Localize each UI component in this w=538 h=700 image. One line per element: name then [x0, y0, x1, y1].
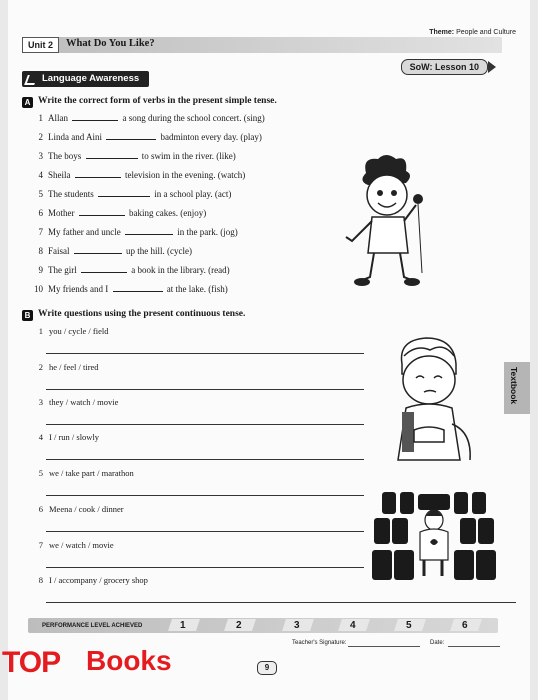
teacher-signature-label: Teacher's Signature: — [292, 640, 347, 646]
item-rest: to swim in the river. (like) — [141, 151, 236, 161]
tired-boy-illustration — [386, 334, 476, 464]
exercise-a-item — [32, 188, 231, 199]
level-3[interactable]: 3 — [294, 620, 300, 631]
item-subject: The boys — [48, 151, 82, 161]
answer-blank[interactable] — [98, 188, 150, 197]
item-number: 7 — [38, 227, 43, 237]
item-number: 8 — [38, 575, 43, 585]
cinema-seats-illustration — [372, 490, 496, 586]
section-a-badge: A — [22, 97, 33, 108]
answer-blank[interactable] — [72, 112, 118, 121]
item-number: 5 — [38, 189, 43, 199]
item-number: 2 — [38, 132, 43, 142]
level-4[interactable]: 4 — [350, 620, 356, 631]
theme-label: Theme: — [429, 29, 455, 36]
item-rest: a song during the school concert. (sing) — [122, 113, 265, 123]
answer-line[interactable] — [46, 424, 364, 425]
item-subject: The students — [48, 189, 94, 199]
section-a-instruction: Write the correct form of verbs in the present simple tense. — [38, 96, 277, 106]
exercise-b-item — [32, 504, 124, 514]
boy-singing-illustration — [334, 153, 438, 289]
answer-line[interactable] — [46, 459, 364, 460]
item-prompt: we / take part / marathon — [49, 468, 134, 478]
item-number: 6 — [38, 208, 43, 218]
answer-blank[interactable] — [86, 150, 138, 159]
item-rest: up the hill. (cycle) — [126, 246, 192, 256]
exercise-b-item — [32, 468, 134, 478]
item-subject: Linda and Aini — [48, 132, 102, 142]
item-number: 8 — [38, 246, 43, 256]
item-number: 3 — [38, 151, 43, 161]
worksheet-page — [8, 0, 530, 700]
exercise-a-item — [32, 283, 228, 294]
item-prompt: I / accompany / grocery shop — [49, 575, 148, 585]
item-subject: The girl — [48, 265, 77, 275]
item-number: 6 — [38, 504, 43, 514]
exercise-b-item — [32, 540, 114, 550]
item-rest: in the park. (jog) — [177, 227, 238, 237]
performance-level-bar — [28, 616, 504, 636]
item-rest: badminton every day. (play) — [160, 132, 262, 142]
item-number: 3 — [38, 397, 43, 407]
item-prompt: we / watch / movie — [49, 540, 114, 550]
item-number: 2 — [38, 362, 43, 372]
item-number: 4 — [38, 170, 43, 180]
item-subject: My friends and I — [48, 284, 109, 294]
exercise-a-item — [32, 150, 236, 161]
item-number: 4 — [38, 432, 43, 442]
exercise-b-item — [32, 432, 99, 442]
section-b-badge: B — [22, 310, 33, 321]
item-subject: Allan — [48, 113, 68, 123]
section-b-instruction: Write questions using the present continuous tense. — [38, 309, 246, 319]
answer-line[interactable] — [46, 389, 364, 390]
answer-blank[interactable] — [75, 169, 121, 178]
level-5[interactable]: 5 — [406, 620, 412, 631]
level-6[interactable]: 6 — [462, 620, 468, 631]
item-prompt: they / watch / movie — [49, 397, 119, 407]
sow-lesson-badge: SoW: Lesson 10 — [401, 59, 488, 75]
theme-header — [429, 29, 516, 36]
textbook-side-tab[interactable] — [504, 362, 530, 414]
exercise-a-item — [32, 245, 192, 256]
exercise-b-item — [32, 362, 99, 372]
item-subject: Sheila — [48, 170, 71, 180]
item-subject: Mother — [48, 208, 75, 218]
exercise-a-item — [32, 264, 230, 275]
item-rest: baking cakes. (enjoy) — [129, 208, 207, 218]
theme-value: People and Culture — [456, 29, 516, 36]
section-tag: Language Awareness — [22, 71, 149, 87]
answer-line[interactable] — [46, 531, 364, 532]
answer-blank[interactable] — [74, 245, 122, 254]
answer-blank[interactable] — [125, 226, 173, 235]
exercise-a-item — [32, 169, 245, 180]
answer-line[interactable] — [46, 602, 516, 603]
item-prompt: Meena / cook / dinner — [49, 504, 124, 514]
answer-blank[interactable] — [113, 283, 163, 292]
item-rest: a book in the library. (read) — [131, 265, 230, 275]
performance-label: PERFORMANCE LEVEL ACHIEVED — [42, 623, 143, 629]
answer-blank[interactable] — [79, 207, 125, 216]
item-prompt: he / feel / tired — [49, 362, 99, 372]
item-rest: television in the evening. (watch) — [125, 170, 246, 180]
level-1[interactable]: 1 — [180, 620, 186, 631]
item-prompt: you / cycle / field — [49, 326, 109, 336]
answer-blank[interactable] — [81, 264, 127, 273]
answer-line[interactable] — [46, 353, 364, 354]
date-label: Date: — [430, 640, 445, 646]
item-number: 1 — [38, 326, 43, 336]
item-rest: at the lake. (fish) — [166, 284, 228, 294]
topbooks-logo-top: TOP — [2, 646, 61, 679]
item-subject: Faisal — [48, 246, 70, 256]
unit-title: What Do You Like? — [66, 38, 155, 49]
item-rest: in a school play. (act) — [154, 189, 232, 199]
item-number: 1 — [38, 113, 43, 123]
exercise-a-item — [32, 226, 238, 237]
item-prompt: I / run / slowly — [49, 432, 100, 442]
level-2[interactable]: 2 — [236, 620, 242, 631]
date-line[interactable] — [448, 646, 500, 647]
item-number: 5 — [38, 468, 43, 478]
topbooks-logo-books: Books — [86, 645, 172, 676]
exercise-b-item — [32, 397, 118, 407]
item-number: 10 — [34, 284, 43, 294]
item-subject: My father and uncle — [48, 227, 121, 237]
exercise-b-item — [32, 575, 148, 585]
answer-line[interactable] — [46, 495, 364, 496]
item-number: 7 — [38, 540, 43, 550]
unit-number: Unit 2 — [22, 37, 59, 53]
page-number: 9 — [257, 661, 277, 675]
answer-line[interactable] — [46, 567, 364, 568]
exercise-a-item — [32, 131, 262, 142]
item-number: 9 — [38, 265, 43, 275]
exercise-b-item — [32, 326, 108, 336]
exercise-a-item — [32, 112, 265, 123]
signature-line[interactable] — [348, 646, 420, 647]
answer-blank[interactable] — [106, 131, 156, 140]
side-tab-label: Textbook — [509, 367, 519, 405]
exercise-a-item — [32, 207, 206, 218]
